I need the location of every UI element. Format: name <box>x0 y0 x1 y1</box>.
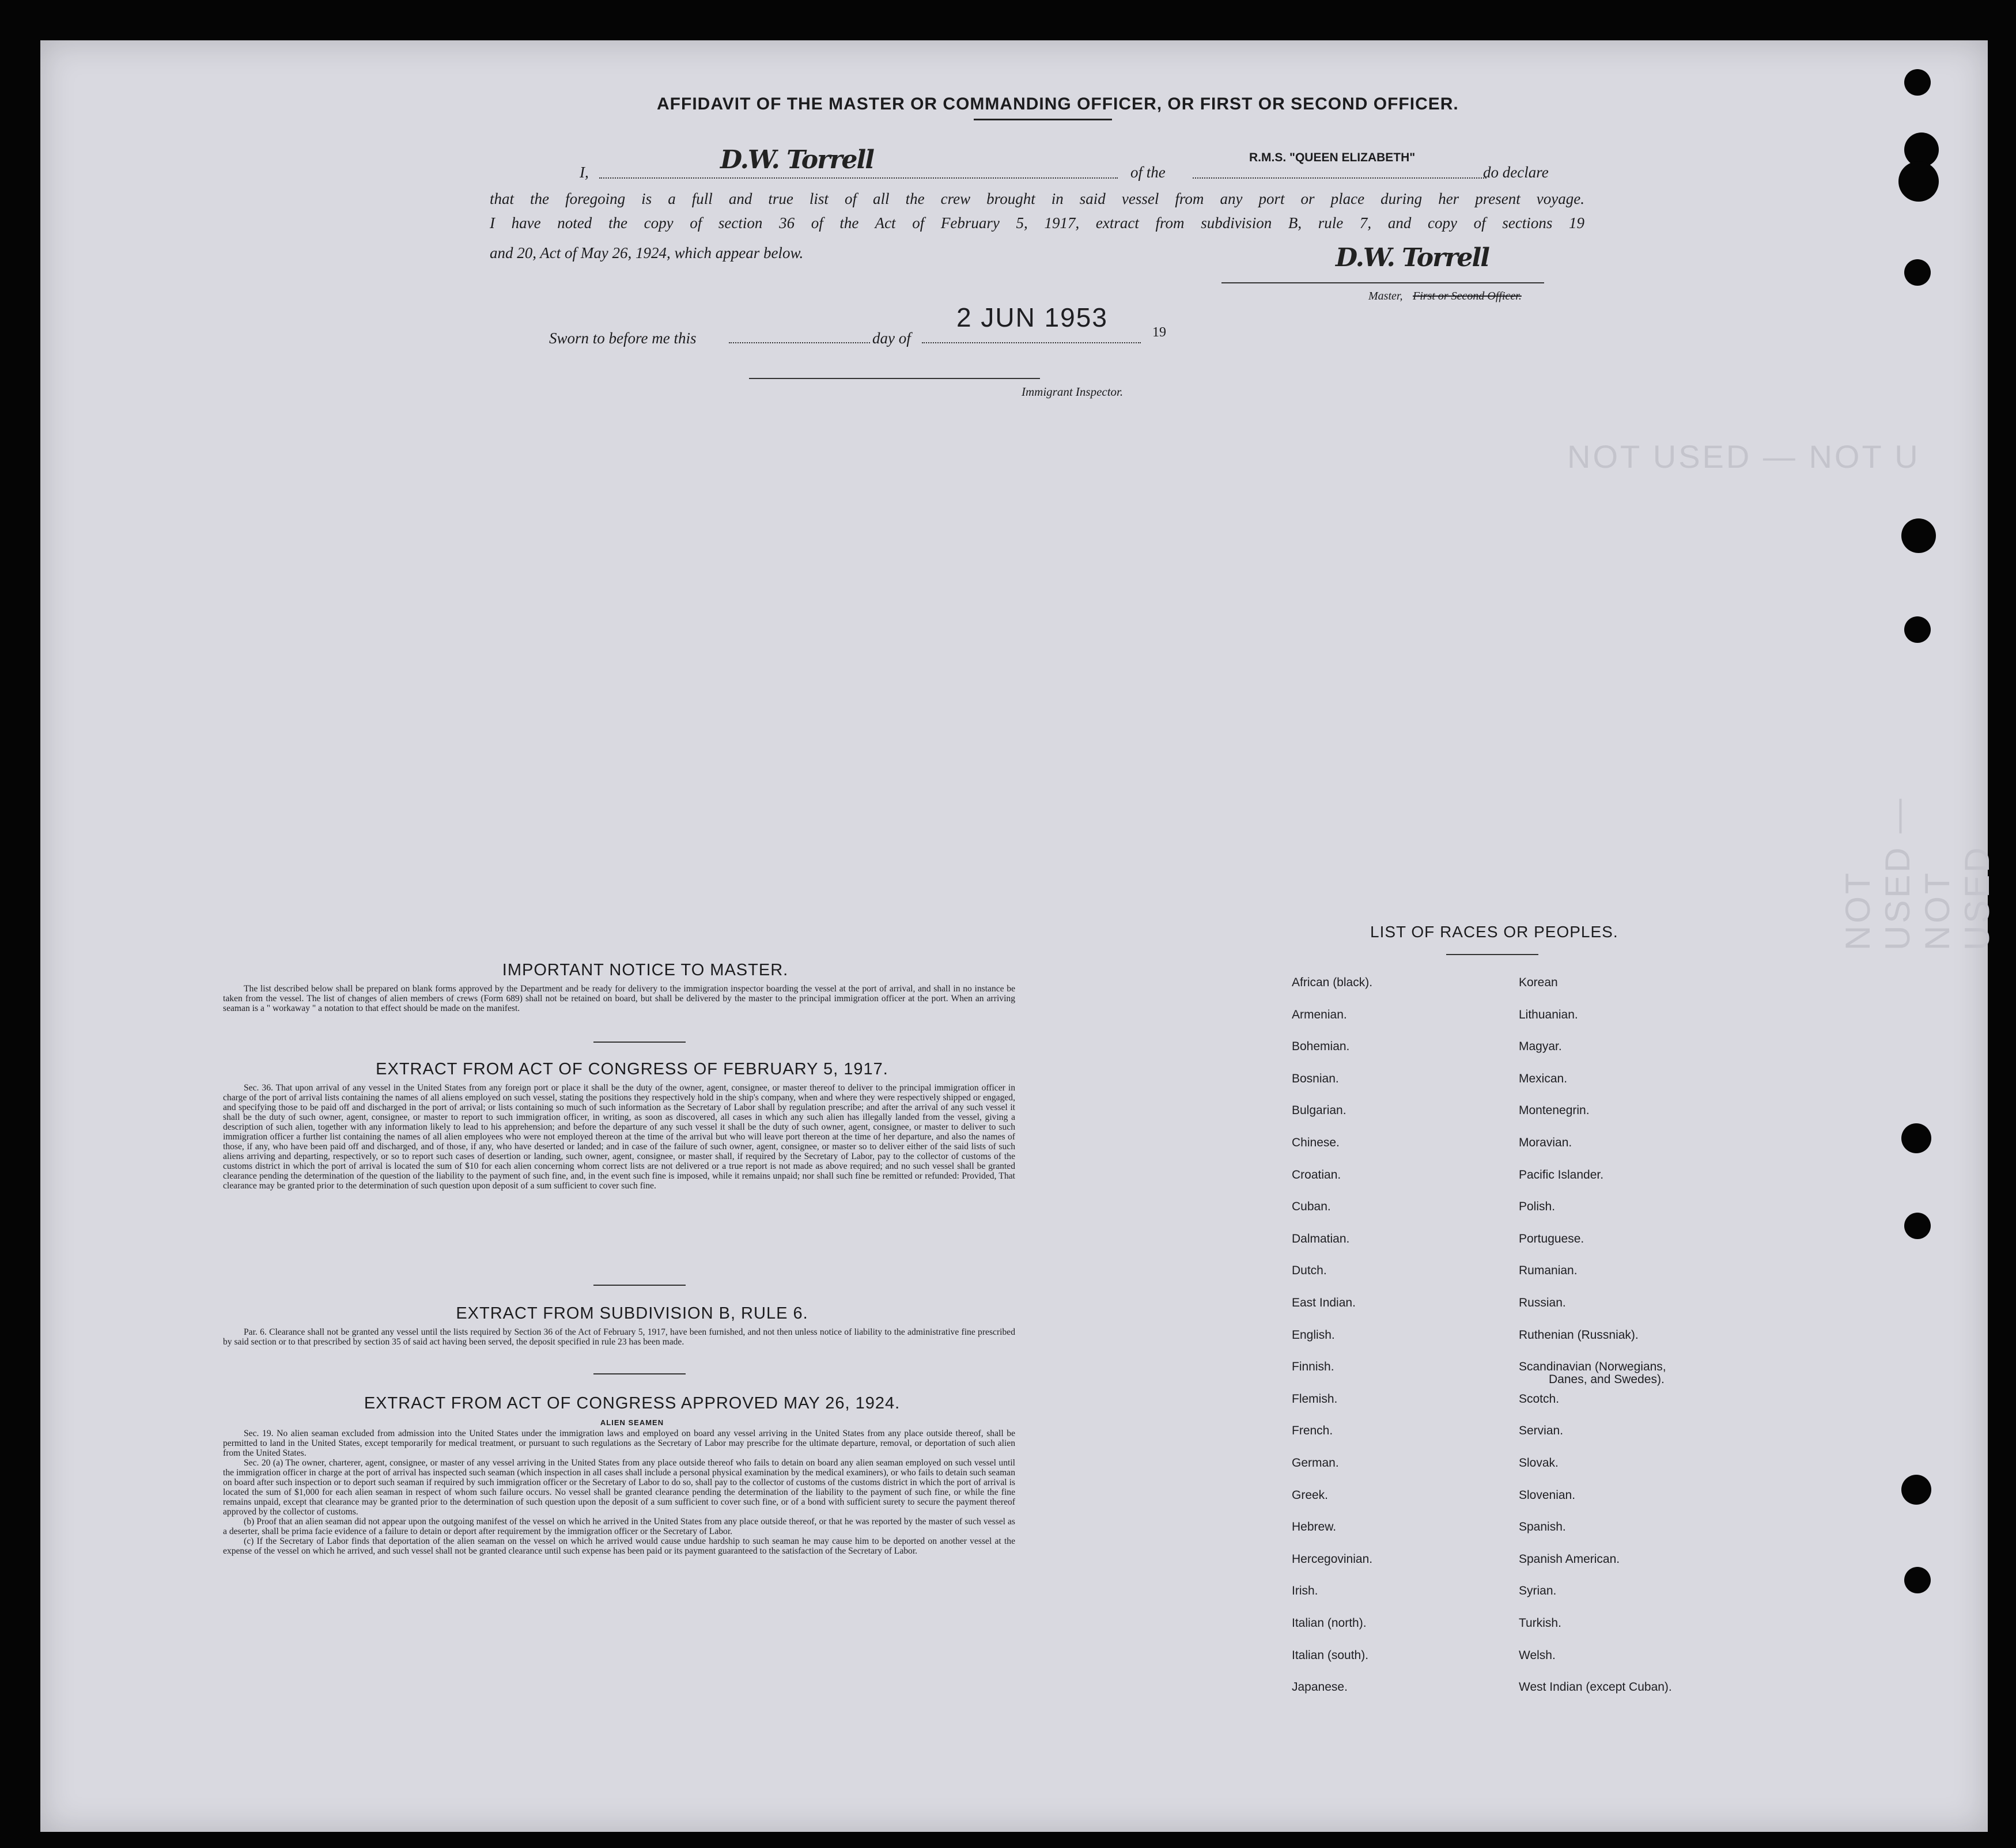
race-item: Bulgarian. <box>1292 1104 1346 1118</box>
sec-19-paragraph: Sec. 19. No alien seaman excluded from admission into the United States under the immigration laws and employed on board any vessel arriving in the United States from any place outside thereof, shall be permitted to land in the United States, except temporarily for medical treatment, or pursuant to such regulations as the Secretary of Labor may prescribe for the ultimate departure, removal, or deportation of such alien from the United States. <box>223 1429 1015 1458</box>
race-item: Hercegovinian. <box>1292 1552 1373 1566</box>
race-item: French. <box>1292 1424 1333 1438</box>
punch-hole <box>1901 1475 1931 1505</box>
extract-rule6-text <box>223 1327 1015 1347</box>
race-item: Japanese. <box>1292 1680 1348 1694</box>
race-item: Montenegrin. <box>1519 1104 1590 1118</box>
punch-hole <box>1904 1567 1931 1593</box>
notice-paragraph: The list described below shall be prepared on blank forms approved by the Department and be ready for delivery to the immigration inspector boarding the vessel at the port of arrival, and shall in no instance be taken from the vessel. The list of changes of alien members of crews (Form 689) shall not be retained on board, but shall be delivered by the master to the principal immigration officer at the port. When an arriving seaman is a " workaway " a notation to that effect should be made on the manifest. <box>223 984 1015 1013</box>
race-item: Mexican. <box>1519 1071 1568 1085</box>
race-item: Spanish. <box>1519 1520 1566 1534</box>
race-item: Russian. <box>1519 1296 1566 1309</box>
race-item: Spanish American. <box>1519 1552 1620 1566</box>
sworn-day-line <box>729 342 870 343</box>
affidavit-line-3: I have noted the copy of section 36 of the Act of February 5, 1917, extract from subdivision B, rule 7, and copy of sections 19 <box>490 214 1584 232</box>
races-title-underline <box>1446 954 1538 955</box>
race-item: Finnish. <box>1292 1360 1334 1374</box>
race-item: African (black). <box>1292 976 1373 989</box>
race-item: German. <box>1292 1456 1339 1470</box>
sworn-month-line <box>922 342 1141 343</box>
affidavit-line-2: that the foregoing is a full and true list of all the crew brought in said vessel from any port or place during her present voyage. <box>490 190 1584 207</box>
punch-hole <box>1901 518 1936 553</box>
extract-rule6-title: EXTRACT FROM SUBDIVISION B, RULE 6. <box>456 1304 808 1323</box>
race-item: Italian (south). <box>1292 1648 1369 1662</box>
race-item: Greek. <box>1292 1488 1329 1502</box>
section-divider <box>593 1373 686 1374</box>
race-item: Chinese. <box>1292 1136 1340 1149</box>
alien-seamen-subtitle: ALIEN SEAMEN <box>600 1418 664 1427</box>
race-item: Turkish. <box>1519 1616 1561 1630</box>
bleed-through-text: NOT USED — NOT USED <box>1839 796 1996 950</box>
race-item: Portuguese. <box>1519 1232 1584 1245</box>
day-of-label: day of <box>872 330 911 347</box>
extract-1924-title: EXTRACT FROM ACT OF CONGRESS APPROVED MAY 26, 1924. <box>364 1394 901 1412</box>
race-item: Servian. <box>1519 1424 1564 1438</box>
signature-name: D.W. Torrell <box>720 145 873 175</box>
bleed-through-text: NOT USED — NOT U <box>1567 438 1920 475</box>
inspector-label: Immigrant Inspector. <box>1022 385 1124 399</box>
race-item: Dalmatian. <box>1292 1232 1350 1245</box>
notice-title: IMPORTANT NOTICE TO MASTER. <box>502 961 789 979</box>
affidavit-title: AFFIDAVIT OF THE MASTER OR COMMANDING OFFICER, OR FIRST OR SECOND OFFICER. <box>657 94 1459 113</box>
punch-hole <box>1901 1123 1931 1153</box>
race-item: Korean <box>1519 976 1558 989</box>
vessel-name: R.M.S. "QUEEN ELIZABETH" <box>1249 151 1416 164</box>
title-underline <box>974 119 1112 120</box>
notice-text <box>223 984 1015 1013</box>
race-item: Magyar. <box>1519 1040 1562 1054</box>
race-item: Armenian. <box>1292 1008 1347 1021</box>
affidavit-line-4: and 20, Act of May 26, 1924, which appear below. <box>490 244 804 262</box>
race-item: Scandinavian (Norwegians, <box>1519 1360 1666 1374</box>
punch-hole <box>1904 69 1931 96</box>
race-item: Dutch. <box>1292 1264 1327 1278</box>
race-item: West Indian (except Cuban). <box>1519 1680 1672 1694</box>
master-label: Master, <box>1368 290 1403 302</box>
extract-1917-text <box>223 1083 1015 1191</box>
of-the-label: of the <box>1130 164 1166 181</box>
race-item: Ruthenian (Russniak). <box>1519 1328 1639 1342</box>
extract-1917-title: EXTRACT FROM ACT OF CONGRESS OF FEBRUARY 5, 1917. <box>376 1060 888 1078</box>
section-divider <box>593 1285 686 1286</box>
race-item: Cuban. <box>1292 1200 1331 1214</box>
race-item: Polish. <box>1519 1200 1556 1214</box>
date-stamp: 2 JUN 1953 <box>956 302 1108 332</box>
punch-hole <box>1898 161 1939 202</box>
sec-20a-paragraph: Sec. 20 (a) The owner, charterer, agent, consignee, or master of any vessel arriving in the United States from any place outside thereof who fails to detain on board any alien seaman employed on such vessel until the immigration officer in charge at the port of arrival has inspected such seaman (which inspection in all cases shall include a personal physical examination by the medical examiners), or who fails to detain such seaman on board after such inspection or to deport such seaman if required by such immigration officer or the Secretary of Labor to do so, shall pay to the collector of customs of the customs district in which the port of arrival is located the sum of $1,000 for each alien seaman in respect of whom such failure occurs. No vessel shall be granted clearance pending the determination of the liability to the payment of such fine, or while the fine remains unpaid, except that clearance may be granted prior to the determination of such question upon the deposit of a sum sufficient to cover such fine, or of a bond with sufficient surety to secure the payment thereof approved by the collector of customs. <box>223 1458 1015 1517</box>
race-item: East Indian. <box>1292 1296 1356 1309</box>
vessel-line <box>1193 177 1487 179</box>
year-prefix: 19 <box>1152 325 1166 340</box>
sec-20b-paragraph: (b) Proof that an alien seaman did not appear upon the outgoing manifest of the vessel on which he arrived in the United States from any place outside thereof, or that he was reported by the master of such vessel as a deserter, shall be prima facie evidence of a failure to detain or deport after requirement by the immigration officer or the Secretary of Labor. <box>223 1517 1015 1536</box>
punch-hole <box>1904 616 1931 643</box>
race-item: Hebrew. <box>1292 1520 1337 1534</box>
race-item: Slovak. <box>1519 1456 1559 1470</box>
affidavit-i-label: I, <box>580 164 589 181</box>
inspector-line <box>749 378 1040 379</box>
sworn-label: Sworn to before me this <box>549 330 697 347</box>
race-item: Slovenian. <box>1519 1488 1576 1502</box>
race-item: Flemish. <box>1292 1392 1338 1406</box>
punch-hole <box>1904 1213 1931 1239</box>
race-item-continuation: Danes, and Swedes). <box>1549 1373 1665 1387</box>
name-line <box>599 177 1118 179</box>
race-item: Rumanian. <box>1519 1264 1578 1278</box>
master-signature: D.W. Torrell <box>1336 243 1489 272</box>
race-item: Pacific Islander. <box>1519 1168 1604 1181</box>
section-divider <box>593 1042 686 1043</box>
race-item: Italian (north). <box>1292 1616 1367 1630</box>
sec-36-paragraph: Sec. 36. That upon arrival of any vessel in the United States from any foreign port or place it shall be the duty of the owner, agent, consignee, or master thereof to deliver to the principal immigration officer in charge of the port of arrival lists containing the names of all aliens employed on such vessel, stating the positions they respectively hold in the ship's company, when and where they were respectively shipped or engaged, and specifying those to be paid off and discharged in the port of arrival; or lists containing so much of such information as the Secretary of Labor shall by regulation prescribe; and after the arrival of any such vessel it shall be the duty of such owner, agent, consignee, or master to report to such immigration officer, in writing, as soon as discovered, all cases in which any such alien has illegally landed from the vessel, giving a description of such alien, together with any information likely to lead to his apprehension; and before the departure of any such vessel it shall be the duty of such owner, agent, consignee, or master to deliver to such immigration officer a further list containing the names of all alien employees who were not employed thereon at the time of the arrival but who will leave port thereon at the time of her departure, and also the names of those, if any, who have been paid off and discharged, and of those, if any, who have deserted or landed; and in case of the failure of such owner, agent, consignee, or master so to deliver either of the said lists of such aliens arriving and departing, respectively, or so to report such cases of desertion or landing, such owner, agent, consignee, or master shall, if required by the Secretary of Labor, pay to the collector of customs of the customs district in which the port of arrival is located the sum of $10 for each alien concerning whom correct lists are not delivered or a true report is not made as above required; and no such vessel shall be granted clearance pending the determination of the question of the liability to the payment of such fine, and, in the event such fine is imposed, while it remains unpaid; nor shall such fine be remitted or refunded: Provided, That clearance may be granted prior to the determination of such question upon deposit of a sum sufficient to cover such fine. <box>223 1083 1015 1191</box>
race-item: Scotch. <box>1519 1392 1560 1406</box>
punch-hole <box>1904 259 1931 286</box>
races-title: LIST OF RACES OR PEOPLES. <box>1370 923 1618 941</box>
extract-1924-text <box>223 1429 1015 1556</box>
race-item: Bohemian. <box>1292 1040 1350 1054</box>
signature-line <box>1221 282 1544 283</box>
race-item: Lithuanian. <box>1519 1008 1578 1021</box>
race-item: Croatian. <box>1292 1168 1341 1181</box>
race-item: Syrian. <box>1519 1584 1557 1598</box>
race-item: Welsh. <box>1519 1648 1556 1662</box>
race-item: English. <box>1292 1328 1335 1342</box>
struck-officer-label: First or Second Officer. <box>1413 290 1522 302</box>
do-declare-label: do declare <box>1483 164 1549 181</box>
sec-20c-paragraph: (c) If the Secretary of Labor finds that deportation of the alien seaman on the vessel on which he arrived would cause undue hardship to such seaman he may cause him to be deported on another vessel at the expense of the vessel on which he arrived, and such vessel shall not be granted clearance until such expense has been paid or its payment guaranteed to the satisfaction of the Secretary of Labor. <box>223 1536 1015 1556</box>
par-6-paragraph: Par. 6. Clearance shall not be granted any vessel until the lists required by Section 36 of the Act of February 5, 1917, have been furnished, and not then unless notice of liability to the administrative fine prescribed by said section or to that prescribed by section 35 of said act having been served, the deposit specified in rule 23 has been made. <box>223 1327 1015 1347</box>
race-item: Moravian. <box>1519 1136 1572 1149</box>
race-item: Irish. <box>1292 1584 1318 1598</box>
race-item: Bosnian. <box>1292 1071 1339 1085</box>
